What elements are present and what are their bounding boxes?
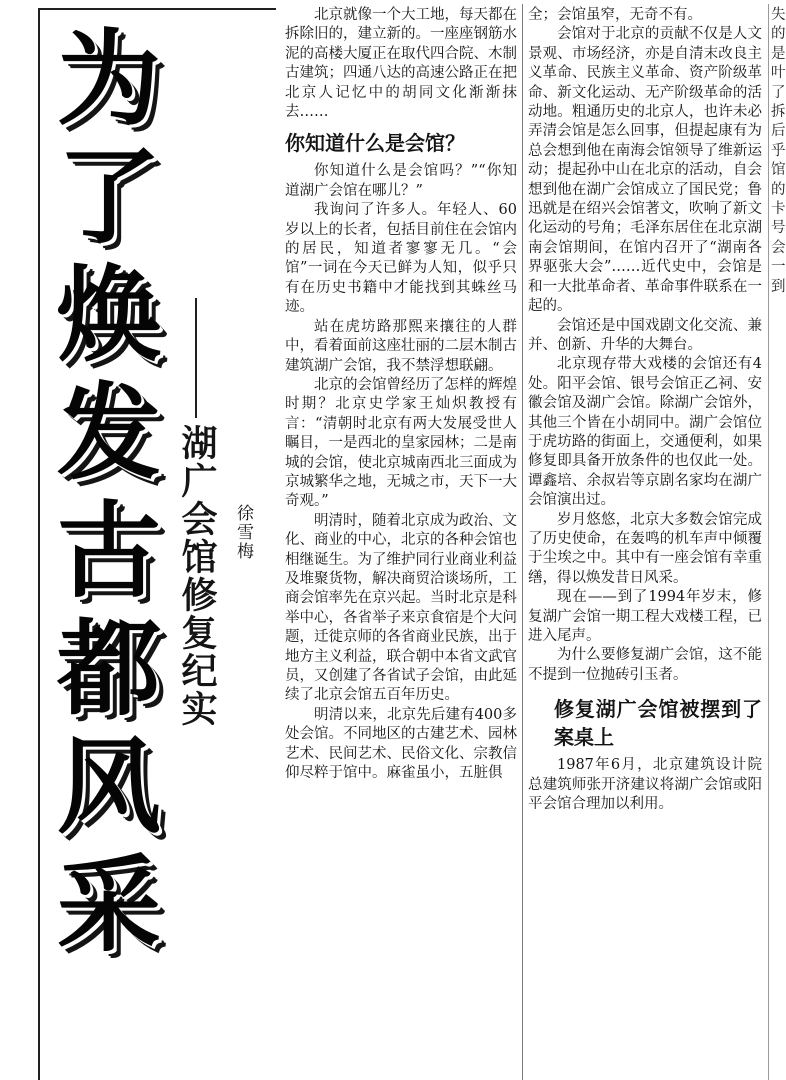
cropped-char: 一 <box>771 259 786 276</box>
body-paragraph: 1987年6月，北京建筑设计院总建筑师张开济建议将湖广会馆或阳平会馆合理加以利用。 <box>528 757 762 813</box>
title-char: 都 <box>56 608 161 730</box>
title-char: 为 <box>56 18 161 140</box>
intro-paragraph: 北京就像一个大工地，每天都在拆除旧的，建立新的。一座座钢筋水泥的高楼大厦正在取代四合院、木制古建筑；四通八达的高速公路正在把北京人记忆中的胡同文化渐渐抹去…… <box>285 7 517 121</box>
body-paragraph: 会馆对于北京的贡献不仅是人文景观、市场经济，亦是自清末改良主义革命、民族主义革命、资产阶级革命、新文化运动、无产阶级革命的活动地。粗通历史的北京人，也许未必弄清会馆是怎么回事，但提起康有为总会想到他在南海会馆领导了维新运动；提起孙中山在北京的活动，自会想到他在湖广会馆成立了国民党；鲁迅就是在绍兴会馆著文，吹响了新文化运动的号角；毛泽东居住在北京湖南会馆期间，在馆内召开了“湖南各界驱张大会”……近代史中，会馆是和一大批革命者、革命事件联系在一起的。 <box>528 26 762 315</box>
main-title <box>48 20 170 964</box>
cropped-char: 失 <box>771 7 786 23</box>
title-char: 采 <box>56 844 161 966</box>
body-paragraph: 现在——到了1994年岁末，修复湖广会馆一期工程大戏楼工程，已进入尾声。 <box>528 589 762 644</box>
subtitle-dash <box>195 298 197 418</box>
body-paragraph: 你知道什么是会馆吗？”“你知道湖广会馆在哪儿？” <box>285 163 517 199</box>
title-char: 古 <box>56 490 161 612</box>
body-paragraph: 为什么要修复湖广会馆，这不能不提到一位抛砖引玉者。 <box>528 647 762 683</box>
body-paragraph: 明清以来，北京先后建有400多处会馆。不同地区的古建艺术、园林艺术、民间艺术、民俗文化、宗教信仰尽粹于馆中。麻雀虽小，五脏俱 <box>285 706 517 782</box>
body-paragraph: 站在虎坊路那熙来攘往的人群中，看着面前这座壮丽的二层木制古建筑湖广会馆，我不禁浮想联翩。 <box>285 318 517 374</box>
column-divider <box>522 4 523 1080</box>
cropped-char: 叶 <box>771 65 786 82</box>
cropped-char: 乎 <box>771 142 786 159</box>
title-char: 风 <box>56 726 161 848</box>
subtitle: 湖广会馆修复纪实 <box>176 424 217 728</box>
cropped-char: 的 <box>771 26 786 43</box>
cropped-char: 卡 <box>771 201 786 218</box>
body-paragraph: 岁月悠悠，北京大多数会馆完成了历史使命，在轰鸣的机车声中倾覆于尘埃之中。其中有一座会馆有幸重缮，得以焕发昔日风采。 <box>528 511 762 586</box>
title-char: 焕 <box>56 254 161 376</box>
body-paragraph: 北京的会馆曾经历了怎样的辉煌时期？北京史学家王灿炽教授有言：“清朝时北京有两大发展受世人瞩目，一是西北的皇家园林；二是南城的会馆，使北京城南西北三面成为京城繁华之地，无城之市，天下一大奇观。” <box>285 376 517 510</box>
body-paragraph: 明清时，随着北京成为政治、文化、商业的中心，北京的各种会馆也相继诞生。为了维护同行业商业利益及堆聚货物，解决商贸洽谈场所，工商会馆率先在京兴起。当时北京是科举中心，各省举子来京食宿是个大问题，迁徙京师的各省商业民族，出于地方主义利益，联合朝中本省文武官员，又创建了各省试子会馆，由此延续了北京会馆五百年历史。 <box>285 512 517 704</box>
cropped-char: 的 <box>771 181 786 198</box>
author-byline: 徐雪梅 <box>233 504 253 561</box>
article-column-2 <box>528 6 762 814</box>
title-char: 了 <box>56 136 161 258</box>
title-char: 发 <box>56 372 161 494</box>
cropped-char: 拆 <box>771 104 786 121</box>
cropped-char: 是 <box>771 45 786 62</box>
edge-divider <box>768 4 769 1080</box>
cropped-char: 号 <box>771 220 786 237</box>
cropped-char: 了 <box>771 84 786 101</box>
body-paragraph: 会馆还是中国戏剧文化交流、兼并、创新、升华的大舞台。 <box>528 317 762 353</box>
cropped-char: 到 <box>771 278 786 295</box>
cropped-char: 馆 <box>771 162 786 179</box>
article-column-1 <box>285 6 517 783</box>
section-heading: 你知道什么是会馆？ <box>285 131 465 156</box>
section-heading: 修复湖广会馆被摆到了案桌上 <box>554 697 762 750</box>
cropped-char: 会 <box>771 239 786 256</box>
cropped-next-column <box>771 6 786 297</box>
body-paragraph: 全；会馆虽窄，无奇不有。 <box>528 7 702 23</box>
cropped-char: 后 <box>771 123 786 140</box>
body-paragraph: 北京现存带大戏楼的会馆还有4处。阳平会馆、银号会馆正乙祠、安徽会馆及湖广会馆。除湖广会馆外，其他三个皆在小胡同中。湖广会馆位于虎坊路的街面上，交通便利，如果修复即具备开放条件的也仅此一处。谭鑫培、余叔岩等京剧名家均在湖广会馆演出过。 <box>528 356 762 509</box>
body-paragraph: 我询问了许多人。年轻人、60岁以上的长者，包括目前住在会馆内的居民，知道者寥寥无几。“会馆”一词在今天已鲜为人知，似乎只有在历史书籍中才能找到其蛛丝马迹。 <box>285 202 517 316</box>
